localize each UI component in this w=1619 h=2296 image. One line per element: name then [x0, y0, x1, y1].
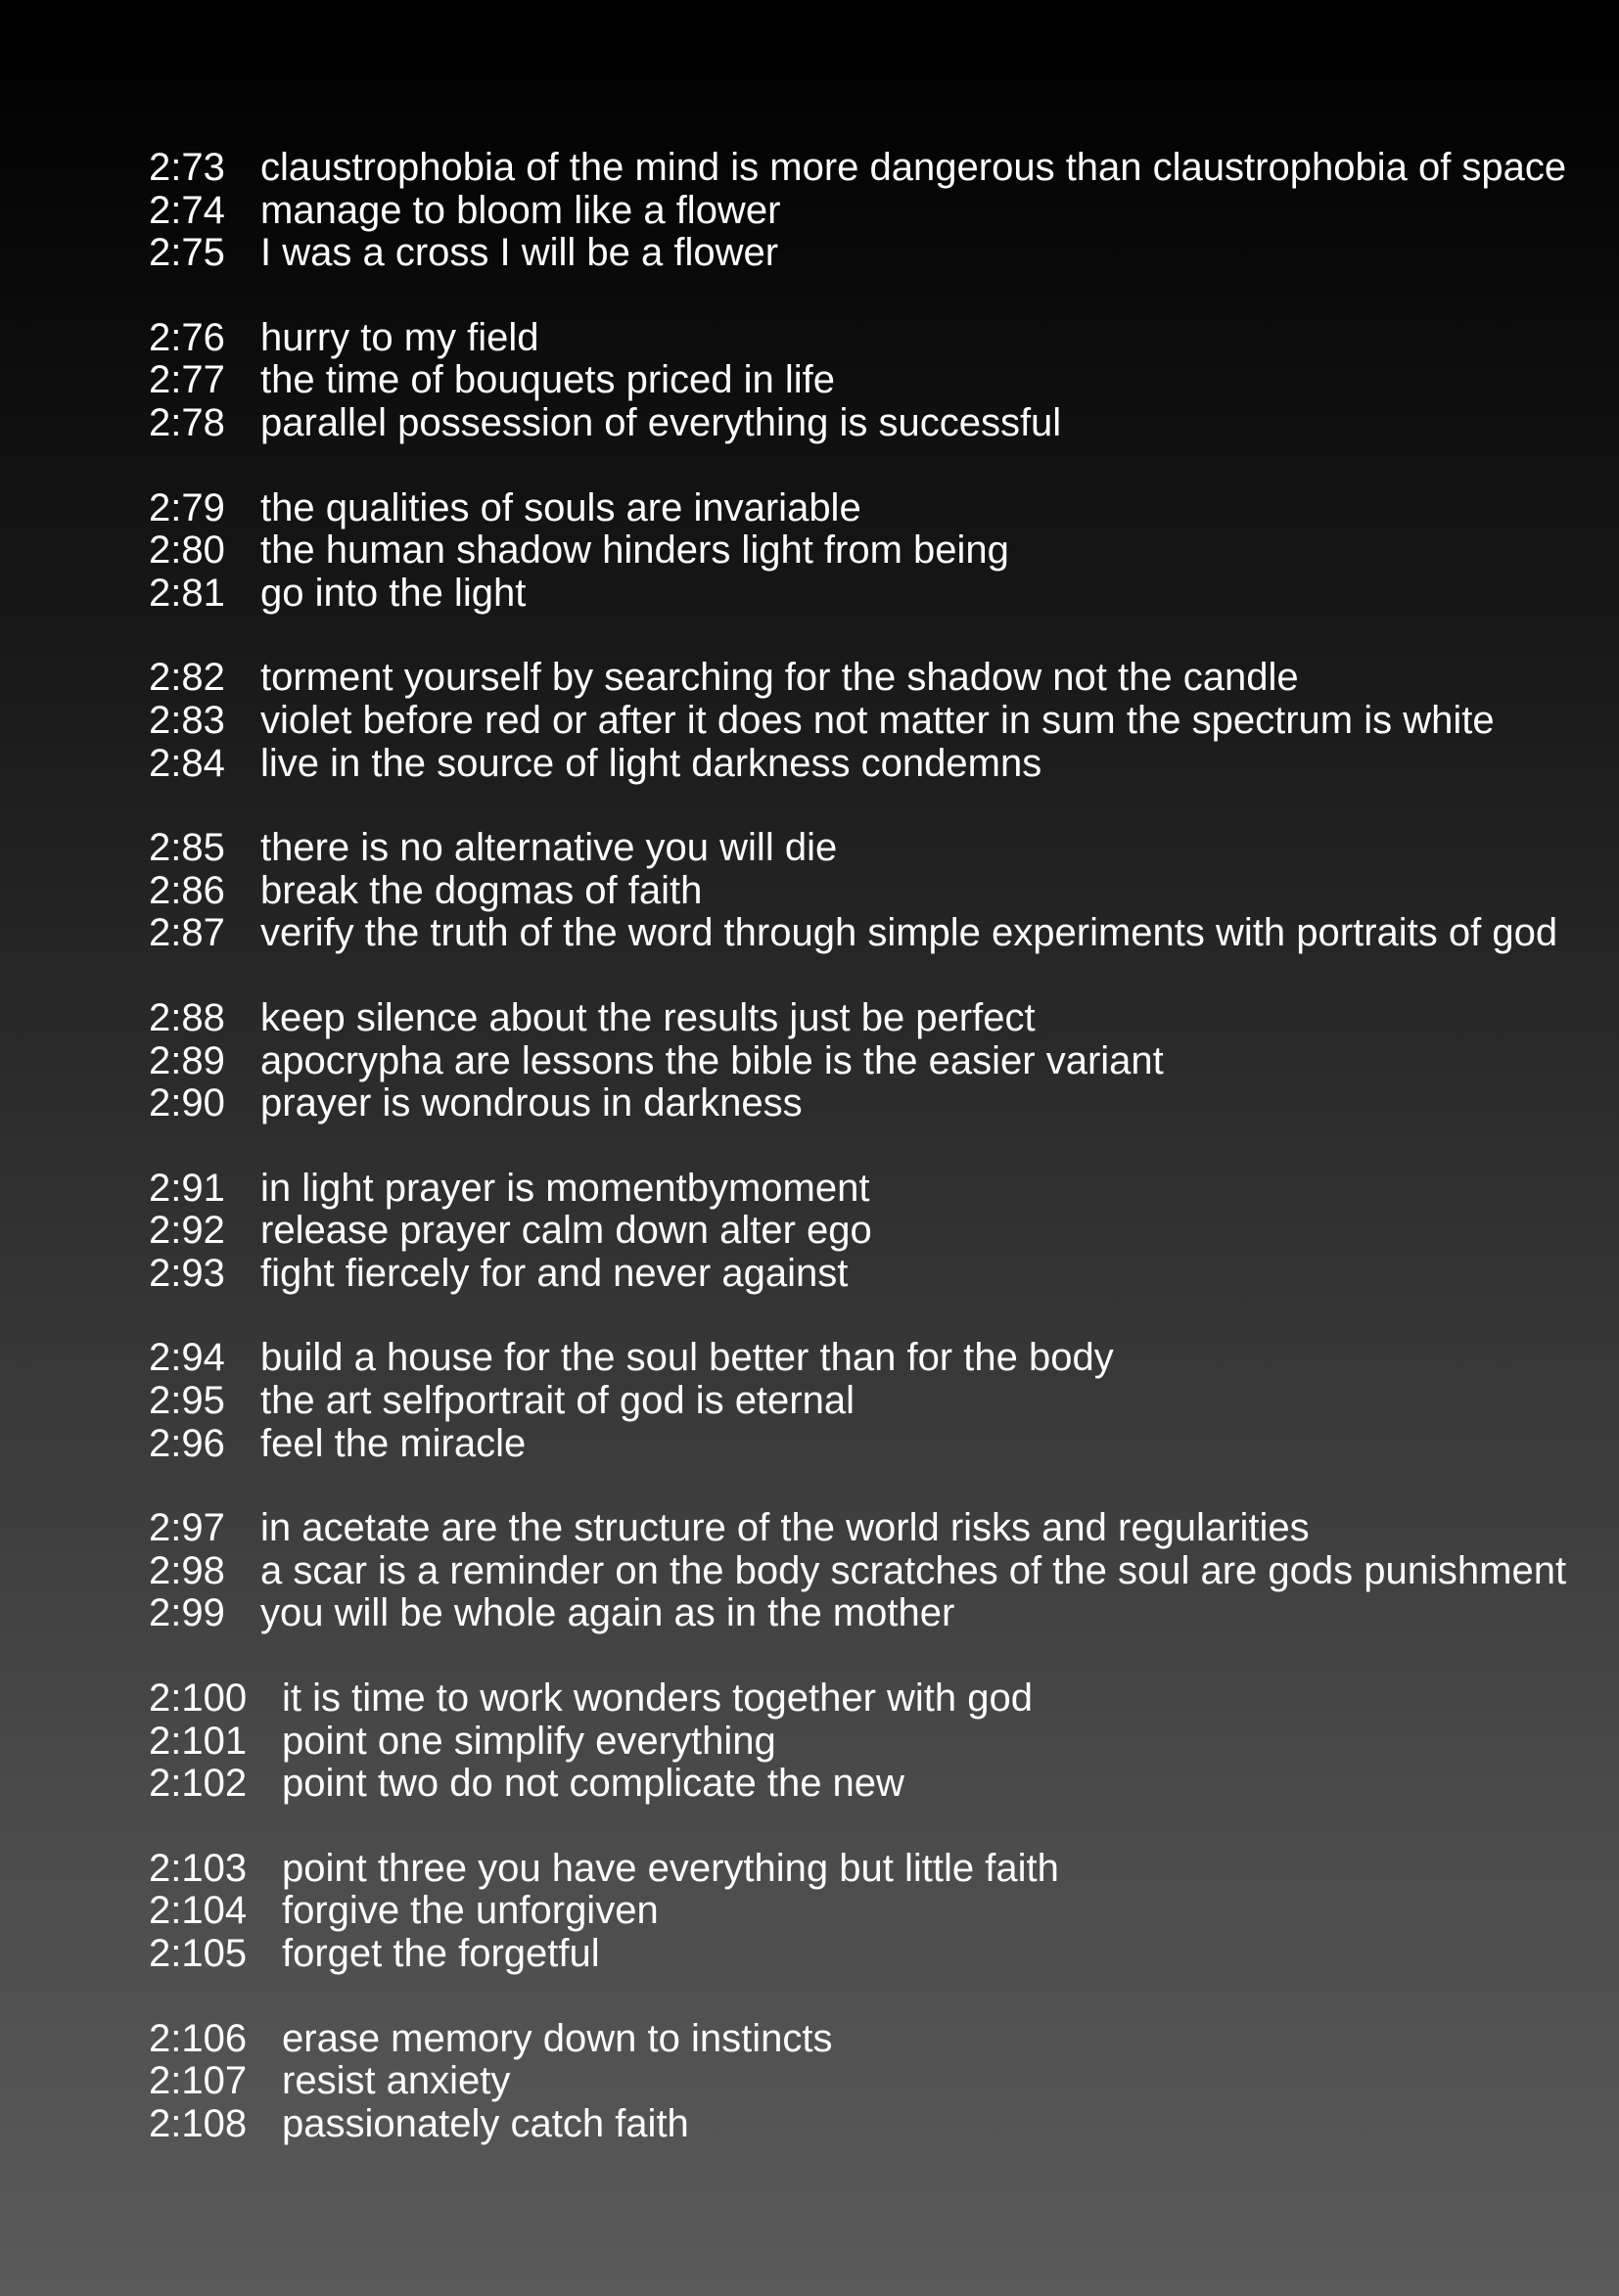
verse-number: 2:84: [149, 741, 225, 785]
stanza: [149, 1677, 1607, 1806]
verse-text: violet before red or after it does not matter in sum the spectrum is white: [260, 698, 1495, 742]
verse-text: release prayer calm down alter ego: [260, 1209, 872, 1253]
stanza: [149, 657, 1607, 785]
stanza: [149, 1337, 1607, 1465]
verse-number: 2:101: [149, 1719, 248, 1763]
verse-line: [149, 317, 1607, 360]
verse-line: [149, 402, 1607, 445]
verse-number: 2:85: [149, 826, 225, 870]
verse-text: claustrophobia of the mind is more dangerous than claustrophobia of space: [260, 146, 1567, 189]
verse-text: the time of bouquets priced in life: [260, 358, 836, 402]
verse-text: a scar is a reminder on the body scratches of the soul are gods punishment: [260, 1548, 1567, 1592]
verse-line: [149, 1337, 1607, 1380]
verse-text: prayer is wondrous in darkness: [260, 1081, 803, 1125]
verse-number: 2:89: [149, 1038, 225, 1082]
verse-number: 2:93: [149, 1251, 225, 1295]
verse-text: hurry to my field: [260, 315, 539, 359]
verse-text: go into the light: [260, 571, 527, 615]
verse-line: [149, 1592, 1607, 1635]
verse-line: [149, 1168, 1607, 1211]
verse-line: [149, 1848, 1607, 1891]
stanza: [149, 997, 1607, 1125]
verse-number: 2:75: [149, 231, 225, 275]
stanza: [149, 827, 1607, 955]
verse-text: forgive the unforgiven: [282, 1889, 659, 1933]
verse-text: there is no alternative you will die: [260, 826, 838, 870]
verse-line: [149, 657, 1607, 700]
verse-text: verify the truth of the word through simple experiments with portraits of god: [260, 911, 1558, 955]
verse-text: manage to bloom like a flower: [260, 188, 781, 232]
verse-number: 2:86: [149, 868, 225, 912]
verse-number: 2:87: [149, 911, 225, 955]
verse-line: [149, 700, 1607, 743]
verse-line: [149, 147, 1607, 190]
verse-text: it is time to work wonders together with god: [282, 1676, 1034, 1721]
verse-line: [149, 743, 1607, 786]
verse-number: 2:94: [149, 1336, 225, 1380]
verse-number: 2:108: [149, 2101, 248, 2145]
verse-text: parallel possession of everything is successful: [260, 400, 1062, 444]
verse-line: [149, 1210, 1607, 1253]
verse-number: 2:74: [149, 188, 225, 232]
verse-number: 2:106: [149, 2016, 248, 2060]
verse-text: you will be whole again as in the mother: [260, 1591, 955, 1635]
verse-text: in light prayer is momentbymoment: [260, 1166, 870, 1210]
stanza: [149, 1848, 1607, 1976]
verse-line: [149, 190, 1607, 233]
verse-line: [149, 529, 1607, 573]
verse-number: 2:107: [149, 2059, 248, 2103]
verse-line: [149, 359, 1607, 402]
verse-text: torment yourself by searching for the shadow not the candle: [260, 656, 1299, 700]
stanza: [149, 147, 1607, 275]
verse-number: 2:81: [149, 571, 225, 615]
verse-line: [149, 912, 1607, 955]
verse-line: [149, 232, 1607, 275]
verse-text: the art selfportrait of god is eternal: [260, 1379, 855, 1423]
verse-number: 2:104: [149, 1889, 248, 1933]
stanza: [149, 487, 1607, 616]
verse-text: the human shadow hinders light from being: [260, 528, 1009, 573]
verse-text: resist anxiety: [282, 2059, 511, 2103]
stanza: [149, 1507, 1607, 1635]
verse-number: 2:99: [149, 1591, 225, 1635]
verse-number: 2:76: [149, 315, 225, 359]
verse-line: [149, 1890, 1607, 1933]
verse-text: forget the forgetful: [282, 1932, 600, 1975]
verse-line: [149, 1423, 1607, 1466]
stanza: [149, 2018, 1607, 2146]
verse-line: [149, 1933, 1607, 1976]
verse-number: 2:92: [149, 1209, 225, 1253]
verse-text: keep silence about the results just be perfect: [260, 995, 1036, 1039]
verse-line: [149, 1677, 1607, 1721]
verse-text: live in the source of light darkness condemns: [260, 741, 1042, 785]
verse-number: 2:96: [149, 1421, 225, 1465]
verse-number: 2:79: [149, 485, 225, 529]
verse-line: [149, 573, 1607, 616]
verse-text: the qualities of souls are invariable: [260, 485, 861, 529]
verse-line: [149, 1507, 1607, 1550]
verse-line: [149, 1040, 1607, 1083]
verse-number: 2:103: [149, 1846, 248, 1890]
verse-number: 2:95: [149, 1379, 225, 1423]
verse-line: [149, 2103, 1607, 2146]
verse-number: 2:80: [149, 528, 225, 573]
verse-number: 2:77: [149, 358, 225, 402]
verse-text: point three you have everything but little faith: [282, 1846, 1059, 1890]
verse-line: [149, 1550, 1607, 1593]
verse-number: 2:98: [149, 1548, 225, 1592]
verse-text: break the dogmas of faith: [260, 868, 703, 912]
verse-line: [149, 827, 1607, 870]
verse-line: [149, 1380, 1607, 1423]
verse-number: 2:83: [149, 698, 225, 742]
verse-line: [149, 487, 1607, 530]
verse-number: 2:91: [149, 1166, 225, 1210]
verse-line: [149, 2060, 1607, 2103]
stanza: [149, 317, 1607, 445]
verse-number: 2:100: [149, 1676, 248, 1721]
verse-text: in acetate are the structure of the world risks and regularities: [260, 1506, 1310, 1550]
verse-text: point two do not complicate the new: [282, 1762, 904, 1806]
verse-number: 2:97: [149, 1506, 225, 1550]
verse-line: [149, 1253, 1607, 1296]
verse-text: passionately catch faith: [282, 2101, 689, 2145]
verse-text: apocrypha are lessons the bible is the easier variant: [260, 1038, 1164, 1082]
verse-line: [149, 1721, 1607, 1764]
verse-list: [149, 147, 1607, 2187]
verse-number: 2:88: [149, 995, 225, 1039]
verse-text: point one simplify everything: [282, 1719, 776, 1763]
verse-text: I was a cross I will be a flower: [260, 231, 779, 275]
verse-number: 2:82: [149, 656, 225, 700]
verse-number: 2:105: [149, 1932, 248, 1975]
verse-number: 2:102: [149, 1762, 248, 1806]
verse-line: [149, 2018, 1607, 2061]
verse-text: build a house for the soul better than for the body: [260, 1336, 1114, 1380]
verse-line: [149, 870, 1607, 913]
verse-number: 2:90: [149, 1081, 225, 1125]
verse-line: [149, 997, 1607, 1040]
verse-number: 2:78: [149, 400, 225, 444]
verse-text: fight fiercely for and never against: [260, 1251, 849, 1295]
verse-line: [149, 1082, 1607, 1125]
verse-text: erase memory down to instincts: [282, 2016, 833, 2060]
verse-number: 2:73: [149, 146, 225, 189]
verse-line: [149, 1763, 1607, 1806]
stanza: [149, 1168, 1607, 1296]
verse-text: feel the miracle: [260, 1421, 527, 1465]
